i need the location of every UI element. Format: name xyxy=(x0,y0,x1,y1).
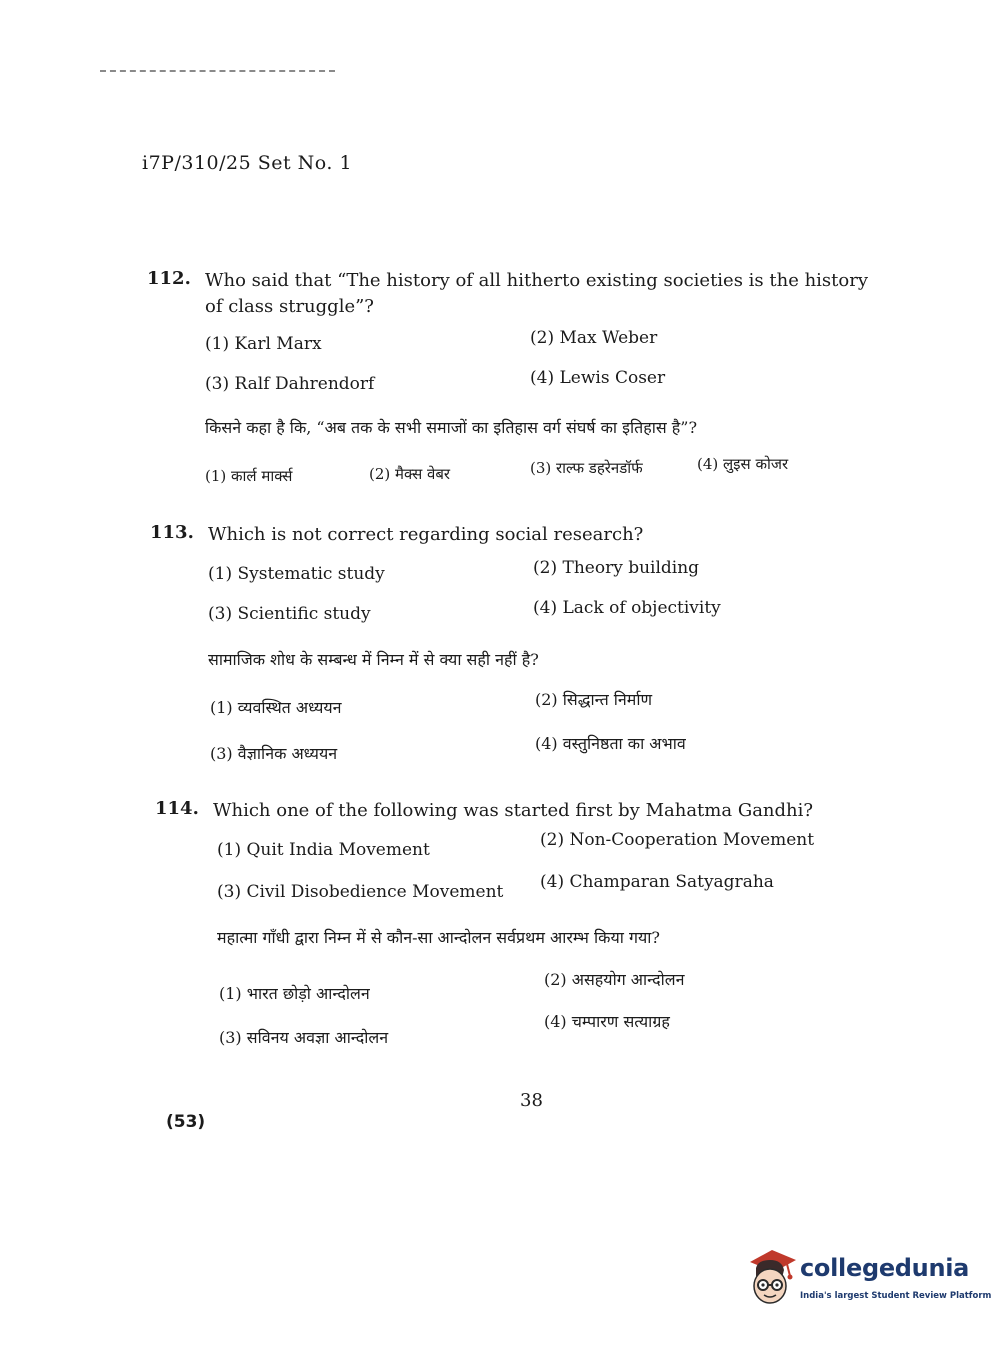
footer-code: (53) xyxy=(166,1112,206,1132)
option-2: (2) Non-Cooperation Movement xyxy=(540,830,815,850)
option-2-hindi: (2) मैक्स वेबर xyxy=(369,465,451,483)
option-3-hindi: (3) वैज्ञानिक अध्ययन xyxy=(210,744,338,763)
option-4: (4) Lack of objectivity xyxy=(533,598,721,618)
option-3-hindi: (3) राल्फ डहरेनडॉर्फ xyxy=(530,459,643,477)
top-rule xyxy=(100,70,335,72)
brand-tagline: India's largest Student Review Platform xyxy=(800,1291,992,1301)
option-3: (3) Ralf Dahrendorf xyxy=(205,374,375,394)
option-4: (4) Champaran Satyagraha xyxy=(540,872,774,892)
option-2: (2) Theory building xyxy=(533,558,700,578)
option-3-hindi: (3) सविनय अवज्ञा आन्दोलन xyxy=(219,1028,389,1047)
option-1: (1) Systematic study xyxy=(208,564,385,584)
option-2: (2) Max Weber xyxy=(530,328,658,348)
option-3: (3) Civil Disobedience Movement xyxy=(217,882,504,902)
question-number: 114. xyxy=(155,798,199,819)
question-number: 112. xyxy=(147,268,191,289)
page-number: 38 xyxy=(520,1090,543,1111)
option-4-hindi: (4) लुइस कोजर xyxy=(697,455,789,473)
question-text: Who said that “The history of all hitherto existing societies is the history of class struggle”? xyxy=(205,270,869,317)
question-number: 113. xyxy=(150,522,194,543)
option-1-hindi: (1) व्यवस्थित अध्ययन xyxy=(210,698,342,717)
option-2-hindi: (2) सिद्धान्त निर्माण xyxy=(535,690,653,709)
option-4-hindi: (4) वस्तुनिष्ठता का अभाव xyxy=(535,734,686,753)
question-text-hindi: महात्मा गाँधी द्वारा निम्न में से कौन-सा आन्दोलन सर्वप्रथम आरम्भ किया गया? xyxy=(217,928,660,947)
option-1: (1) Quit India Movement xyxy=(217,840,430,860)
collegedunia-watermark xyxy=(742,1248,992,1318)
brand-name: collegedunia xyxy=(800,1254,970,1282)
option-1-hindi: (1) कार्ल मार्क्स xyxy=(205,467,293,485)
option-4-hindi: (4) चम्पारण सत्याग्रह xyxy=(544,1012,670,1031)
option-1-hindi: (1) भारत छोड़ो आन्दोलन xyxy=(219,984,370,1003)
question-text-hindi: किसने कहा है कि, “अब तक के सभी समाजों का इतिहास वर्ग संघर्ष का इतिहास है”? xyxy=(205,418,698,437)
paper-code-header: i7P/310/25 Set No. 1 xyxy=(142,152,353,174)
option-2-hindi: (2) असहयोग आन्दोलन xyxy=(544,970,685,989)
question-text: Which is not correct regarding social research? xyxy=(208,524,644,545)
question-text-hindi: सामाजिक शोध के सम्बन्ध में निम्न में से क्या सही नहीं है? xyxy=(208,650,539,669)
mascot-icon xyxy=(742,1248,798,1312)
option-3: (3) Scientific study xyxy=(208,604,371,624)
option-1: (1) Karl Marx xyxy=(205,334,322,354)
question-text: Which one of the following was started first by Mahatma Gandhi? xyxy=(213,800,814,821)
option-4: (4) Lewis Coser xyxy=(530,368,666,388)
